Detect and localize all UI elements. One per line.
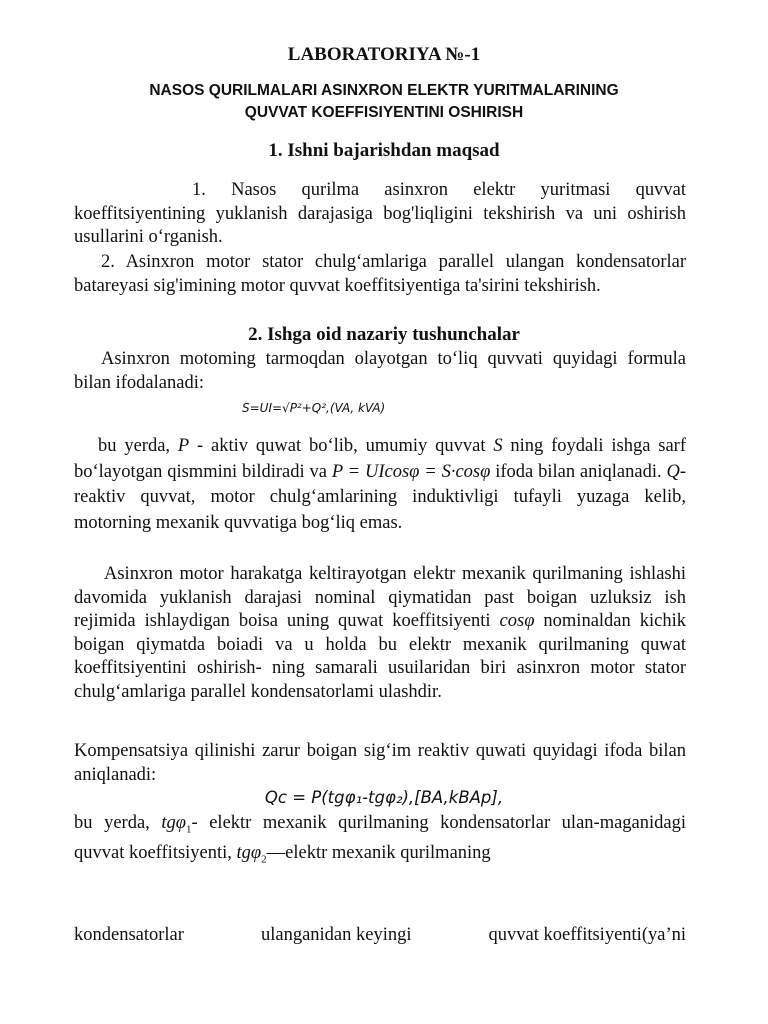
text-span: -reaktiv quvvat, motor chulg‘amlarining induktivligi tufayli yuzaga kelib, motorning mexanik quvvatiga bog‘liq emas. <box>74 461 687 533</box>
trailing-word: kondensatorlar <box>74 925 184 945</box>
symbol-s: S <box>493 436 503 456</box>
apparent-power-formula: S=UI=√P²+Q²,(VA, kVA) <box>242 401 386 415</box>
text-span: —elektr mexanik qurilmaning <box>266 843 491 864</box>
symbol-q: Q <box>666 461 680 482</box>
tg-explanation-paragraph <box>74 812 686 872</box>
text-span: - elektr mexanik qurilmaning kondensatorlar ulan-maganidagi quvvat koeffitsiyenti, <box>74 813 686 864</box>
trailing-line <box>74 925 686 946</box>
trailing-word: quvvat koeffitsiyenti(ya’ni <box>488 925 686 945</box>
text-span: nominaldan kichik boigan qiymatda boiadi va u holda bu elektr mexanik qurilmaning quwat koeffitsiyentini oshirish- ning samarali usuilaridan biri asinxron motor stator chulg‘amlariga parallel kondensatorlami ulashdir. <box>74 611 686 702</box>
text-span: ning foydali ishga sarf bo‘layotgan qismmini bildiradi va <box>74 436 687 482</box>
power-equation: P = UIcosφ = S·cosφ <box>331 461 491 482</box>
goal-paragraph-1: 1. Nasos qurilma asinxron elektr yuritmasi quvvat koeffitsiyentining yuklanish darajasiga bog'liqligini tekshirish va uni oshirish usullarini o‘rganish. <box>74 180 686 247</box>
subscript-1: 1 <box>185 823 192 836</box>
symbol-tg1: tgφ <box>161 813 186 833</box>
text-span: bu yerda, <box>74 813 162 833</box>
active-power-paragraph <box>74 434 686 536</box>
goal-paragraph-2: 2. Asinxron motor stator chulg‘amlariga parallel ulangan kondensatorlar batareyasi sig'imining motor quvvat koeffitsiyentiga ta'sirini tekshirish. <box>74 252 686 296</box>
section-1-heading: 1. Ishni bajarishdan maqsad <box>268 140 500 161</box>
intro-paragraph: Asinxron motoming tarmoqdan olayotgan to‘liq quvvati quyidagi formula bilan ifodalanadi: <box>74 349 686 393</box>
text-span: - aktiv quwat bo‘lib, umumiy quvvat <box>189 436 494 456</box>
symbol-cos: cosφ <box>499 611 535 631</box>
trailing-word: ulanganidan keyingi <box>260 925 412 945</box>
symbol-tg2: tgφ <box>236 843 262 864</box>
subtitle-line-1: NASOS QURILMALARI ASINXRON ELEKTR YURITMALARINING <box>149 82 619 99</box>
compensation-paragraph <box>74 563 686 704</box>
document-subtitle <box>60 80 708 124</box>
symbol-p: P <box>177 436 190 456</box>
text-span: bu yerda, <box>98 436 178 456</box>
text-span: ifoda bilan aniqlanadi. <box>490 461 667 482</box>
reactive-power-formula: Qc = P(tgφ₁-tgφ₂),[BA,kBAp], <box>264 788 504 807</box>
page-title: LABORATORIYA №-1 <box>287 44 481 65</box>
subtitle-line-2: QUVVAT KOEFFISIYENTINI OSHIRISH <box>244 104 524 121</box>
section-2-heading: 2. Ishga oid nazariy tushunchalar <box>248 324 520 345</box>
subscript-2: 2 <box>261 853 267 866</box>
capacitance-paragraph: Kompensatsiya qilinishi zarur boigan sig‘im reaktiv quwati quyidagi ifoda bilan aniqlanadi: <box>74 741 686 785</box>
text-span: Asinxron motor harakatga keltirayotgan elektr mexanik qurilmaning ishlashi davomida yuklanish darajasi nominal qiymatidan past boigan uzluksiz ish rejimida ishlaydigan boisa uning quwat koeffitsiyenti <box>74 564 686 631</box>
